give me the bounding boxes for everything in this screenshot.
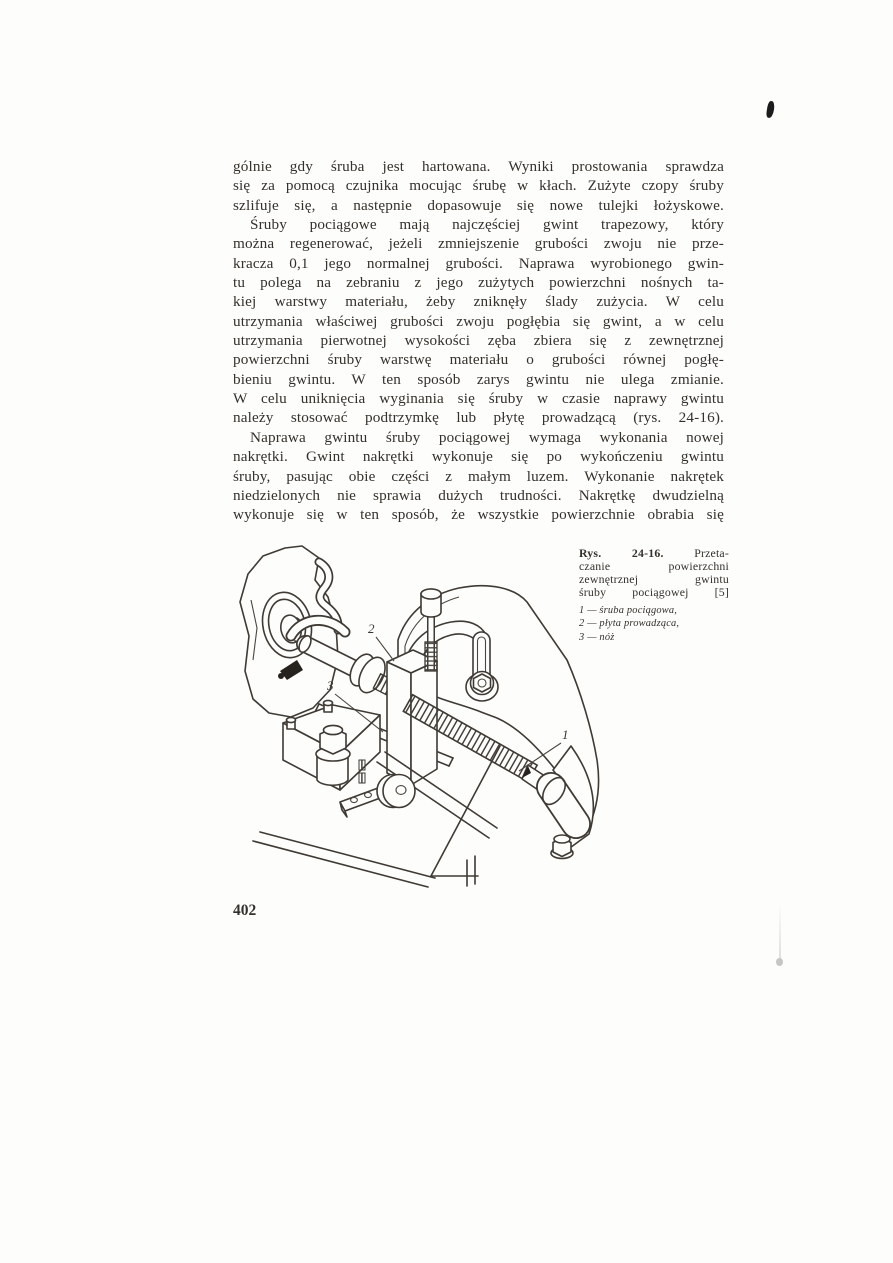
text-line: wykonuje się w ten sposób, że wszystkie powierzchnie obrabia się [233,506,724,524]
scan-artifact-streak [779,903,781,961]
text-line: kracza 0,1 jego normalnej grubości. Naprawa wyrobionego gwin- [233,254,724,272]
text-line: szlifuje się, a następnie dopasowuje się nowe tulejki łożyskowe. [233,196,724,214]
paragraph [233,157,724,215]
text-line: gólnie gdy śruba jest hartowana. Wyniki prostowania sprawdza [233,158,724,175]
text-line: utrzymania pierwotnej wysokości zęba zbiera się z zewnętrznej [233,332,724,350]
figure-caption [579,547,729,644]
figure-legend [579,604,729,645]
text-line: utrzymania właściwej grubości zwoju pogłębia się gwint, a w celu [233,312,724,330]
legend-line: 2 — płyta prowadząca, [579,618,680,630]
page-number: 402 [233,902,257,919]
part-label-plate: 2 [368,621,375,636]
text-line: tu polega na zebraniu z jego zużytych powierzchni nośnych ta- [233,274,724,292]
text-line: śruby, pasując obie części z małym luzem. Wykonanie nakrętek [233,467,724,485]
text-line: się za pomocą czujnika mocując śrubę w kłach. Zużyte czopy śruby [233,177,724,195]
text-line: niedzielonych nie sprawia dużych trudności. Nakrętkę dwudzielną [233,486,724,504]
figure-caption-title [579,547,729,599]
text-line: Naprawa gwintu śruby pociągowej wymaga wykonania nowej [250,428,724,446]
part-label-knife: 3 [327,678,334,693]
part-label-screw: 1 [562,727,569,742]
caption-line: zewnętrznej gwintu [579,571,729,586]
caption-text-fragment: Przeta- [694,546,729,560]
text-line: Śruby pociągowe mają najczęściej gwint trapezowy, który [250,216,724,234]
text-line: powierzchni śruby warstwę materiału o grubości równej pogłę- [233,351,724,369]
text-line: można regenerować, jeżeli zmniejszenie grubości zwoju nie prze- [233,235,724,253]
scan-artifact-mark [766,101,776,119]
body-text [233,157,724,525]
paragraph [233,215,724,428]
caption-line: śruby pociągowej [5] [579,584,729,599]
legend-line: 3 — nóż [579,631,615,643]
scan-artifact-dot [776,958,783,966]
figure-illustration [235,540,600,912]
paragraph [233,428,724,525]
text-line: nakrętki. Gwint nakrętki wykonuje się po wykończeniu gwintu [233,448,724,466]
text-line: bieniu gwintu. W ten sposób zarys gwintu nie ulega zmianie. [233,370,724,388]
legend-line: 1 — śruba pociągowa, [579,604,678,616]
caption-line: czanie powierzchni [579,558,729,573]
figure-number-label: Rys. 24-16. [579,546,664,560]
text-line: należy stosować podtrzymkę lub płytę prowadzącą (rys. 24-16). [233,409,724,427]
caption-line [579,547,729,560]
text-line: kiej warstwy materiału, żeby zniknęły ślady zużycia. W celu [233,293,724,311]
text-line: W celu uniknięcia wyginania się śruby w czasie naprawy gwintu [233,390,724,408]
lathe-bed-lines [253,746,500,887]
